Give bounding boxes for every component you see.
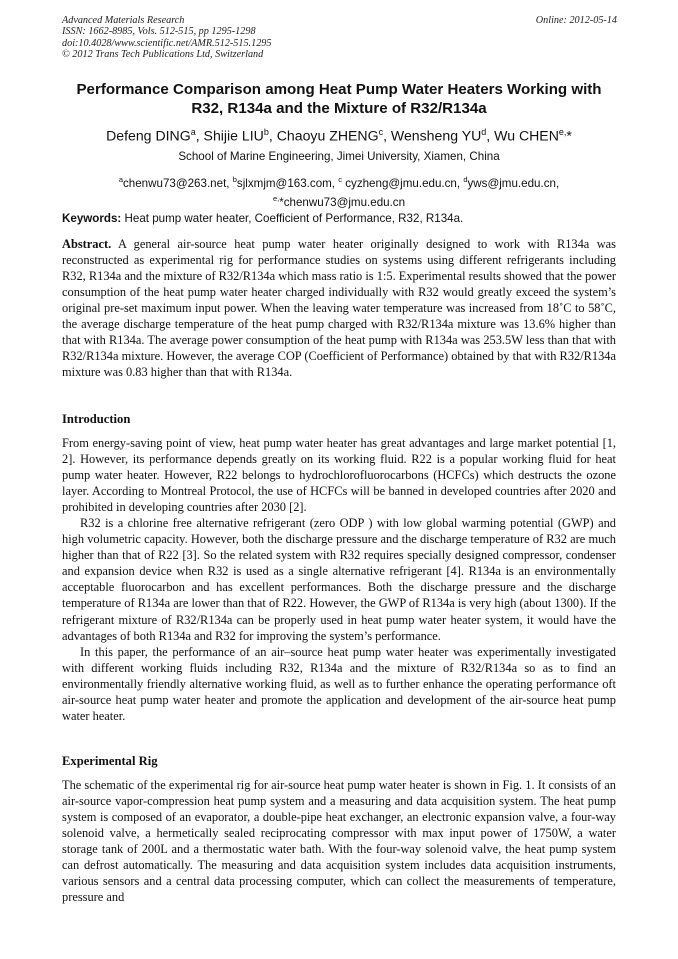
journal-header bbox=[62, 15, 617, 61]
author-name: Wu CHEN bbox=[494, 127, 559, 144]
email-mark: d bbox=[463, 175, 468, 184]
email-line bbox=[62, 172, 616, 191]
email-mark: b bbox=[232, 175, 237, 184]
email-mark: c bbox=[338, 175, 342, 184]
abstract-label: Abstract. bbox=[62, 237, 112, 251]
author-affiliation-mark: b bbox=[263, 127, 269, 137]
author-separator: , bbox=[268, 127, 277, 144]
email-mark: e, bbox=[272, 193, 280, 203]
keywords bbox=[62, 212, 616, 226]
online-date: Online: 2012-05-14 bbox=[535, 15, 617, 26]
paragraph: From energy-saving point of view, heat pump water heater has great advantages and large market potential [1, 2]. However, its performance depends greatly on its working fluid. R22 is a popular working fluid for heat pump water heater. However, R22 belongs to hydrochlorofluorocarbons (HCFCs) which destructs the ozone layer. According to Montreal Protocol, the use of HCFCs will be banned in developed countries after 2020 and prohibited in developing countries after 2030 [2]. bbox=[62, 436, 616, 515]
introduction-section bbox=[62, 435, 616, 724]
section-heading-introduction: Introduction bbox=[62, 412, 131, 426]
keywords-label: Keywords: bbox=[62, 212, 122, 225]
email-c: cyzheng@jmu.edu.cn, bbox=[342, 176, 464, 190]
corresponding-author-mark: * bbox=[566, 127, 572, 144]
author-affiliation-mark: c bbox=[378, 127, 384, 137]
email-e: *chenwu73@jmu.edu.cn bbox=[279, 195, 406, 209]
keywords-text: Heat pump water heater, Coefficient of Performance, R32, R134a. bbox=[121, 212, 464, 225]
email-d: yws@jmu.edu.cn, bbox=[467, 176, 560, 190]
experimental-rig-section bbox=[62, 777, 616, 905]
author-emails bbox=[62, 172, 616, 210]
author-separator: , bbox=[195, 127, 204, 144]
author-name: Defeng DING bbox=[106, 127, 191, 144]
paragraph: The schematic of the experimental rig for air-source heat pump water heater is shown in Fig. 1. It consists of an air-source vapor-compression heat pump system and a measuring and data acquisition system. The heat pump system is composed of an evaporator, a double-pipe heat exchanger, an electronic expansion valve, a four-way solenoid valve, a hermetically sealed reciprocating compressor with max input power of 1750W, a water storage tank of 200L and a thermostatic water bath. With the four-way solenoid valve, the heat pump system can defrost automatically. The measuring and data acquisition system includes data acquisition instruments, various sensors and a central data processing computer, which can collect the measurements of temperature, pressure and bbox=[62, 778, 616, 905]
abstract-text: A general air-source heat pump water heater originally designed to work with R134a was reconstructed as experimental rig for performance studies on systems using different refrigerants including R32, R134a and the mixture of R32/R134a which mass ratio is 1:5. Experimental results showed that the power consumption of the heat pump water heater charged individually with R32 would greatly exceed the system’s original pre-set maximum input power. When the leaving water temperature was increased from 18˚C to 58˚C, the average discharge temperature of the heat pump charged with R32/R134a mixture was 13.6% higher than that with R134a. The average power consumption of the heat pump with R134a was 253.5W less than that with R32/R134a mixture. However, the average COP (Coefficient of Performance) obtained by that with R32/R134a mixture was 0.83 higher than that with R134a. bbox=[62, 237, 616, 380]
author-name: Shijie LIU bbox=[203, 127, 264, 144]
paragraph: In this paper, the performance of an air–source heat pump water heater was experimentally investigated with different working fluids including R32, R134a and the mixture of R32/R134a so as to find an environmentally friendly alternative working fluid, as well as to further enhance the operating performance oft air-source heat pump water heater and promote the application and development of the air-source heat pump water heater. bbox=[62, 644, 616, 723]
email-mark: a bbox=[118, 175, 123, 184]
affiliation: School of Marine Engineering, Jimei University, Xiamen, China bbox=[178, 150, 500, 163]
email-line bbox=[62, 191, 616, 210]
author-name: Wensheng YU bbox=[390, 127, 482, 144]
author-separator: , bbox=[383, 127, 391, 144]
paragraph: R32 is a chlorine free alternative refrigerant (zero ODP ) with low global warming potential (GWP) and high volumetric capacity. However, both the discharge pressure and the discharge temperature of R32 are much higher than that of R22 [3]. So the related system with R32 requires specially designed compressor, condenser and expansion device when R32 is used as a single alternative refrigerant [4]. R134a is an environmentally acceptable fluorocarbon and has excellent performances. Both the discharge pressure and the discharge temperature of R134a are lower than that of R22. However, the GWP of R134a is very high (about 1300). If the refrigerant mixture of R32/R134a can be properly used in heat pump water heater system, it would have the advantages of both R134a and R32 for improving the system’s performance. bbox=[62, 516, 616, 643]
journal-doi: doi:10.4028/www.scientific.net/AMR.512-515.1295 bbox=[62, 37, 272, 49]
journal-name: Advanced Materials Research bbox=[62, 15, 185, 26]
email-b: sjlxmjm@163.com, bbox=[236, 176, 339, 190]
author-name: Chaoyu ZHENG bbox=[276, 127, 379, 144]
author-affiliation-mark: a bbox=[190, 127, 196, 137]
journal-issn: ISSN: 1662-8985, Vols. 512-515, pp 1295-1298 bbox=[62, 26, 256, 38]
paper-title: Performance Comparison among Heat Pump Water Heaters Working with R32, R134a and the Mixture of R32/R134a bbox=[76, 81, 602, 117]
journal-copyright: © 2012 Trans Tech Publications Ltd, Switzerland bbox=[62, 49, 264, 61]
author-affiliation-mark: d bbox=[481, 127, 487, 137]
abstract bbox=[62, 236, 616, 380]
section-heading-experimental-rig: Experimental Rig bbox=[62, 754, 158, 768]
author-separator: , bbox=[486, 127, 495, 144]
email-a: chenwu73@263.net, bbox=[122, 176, 233, 190]
author-list bbox=[62, 124, 616, 145]
author-affiliation-mark: e, bbox=[558, 127, 567, 137]
